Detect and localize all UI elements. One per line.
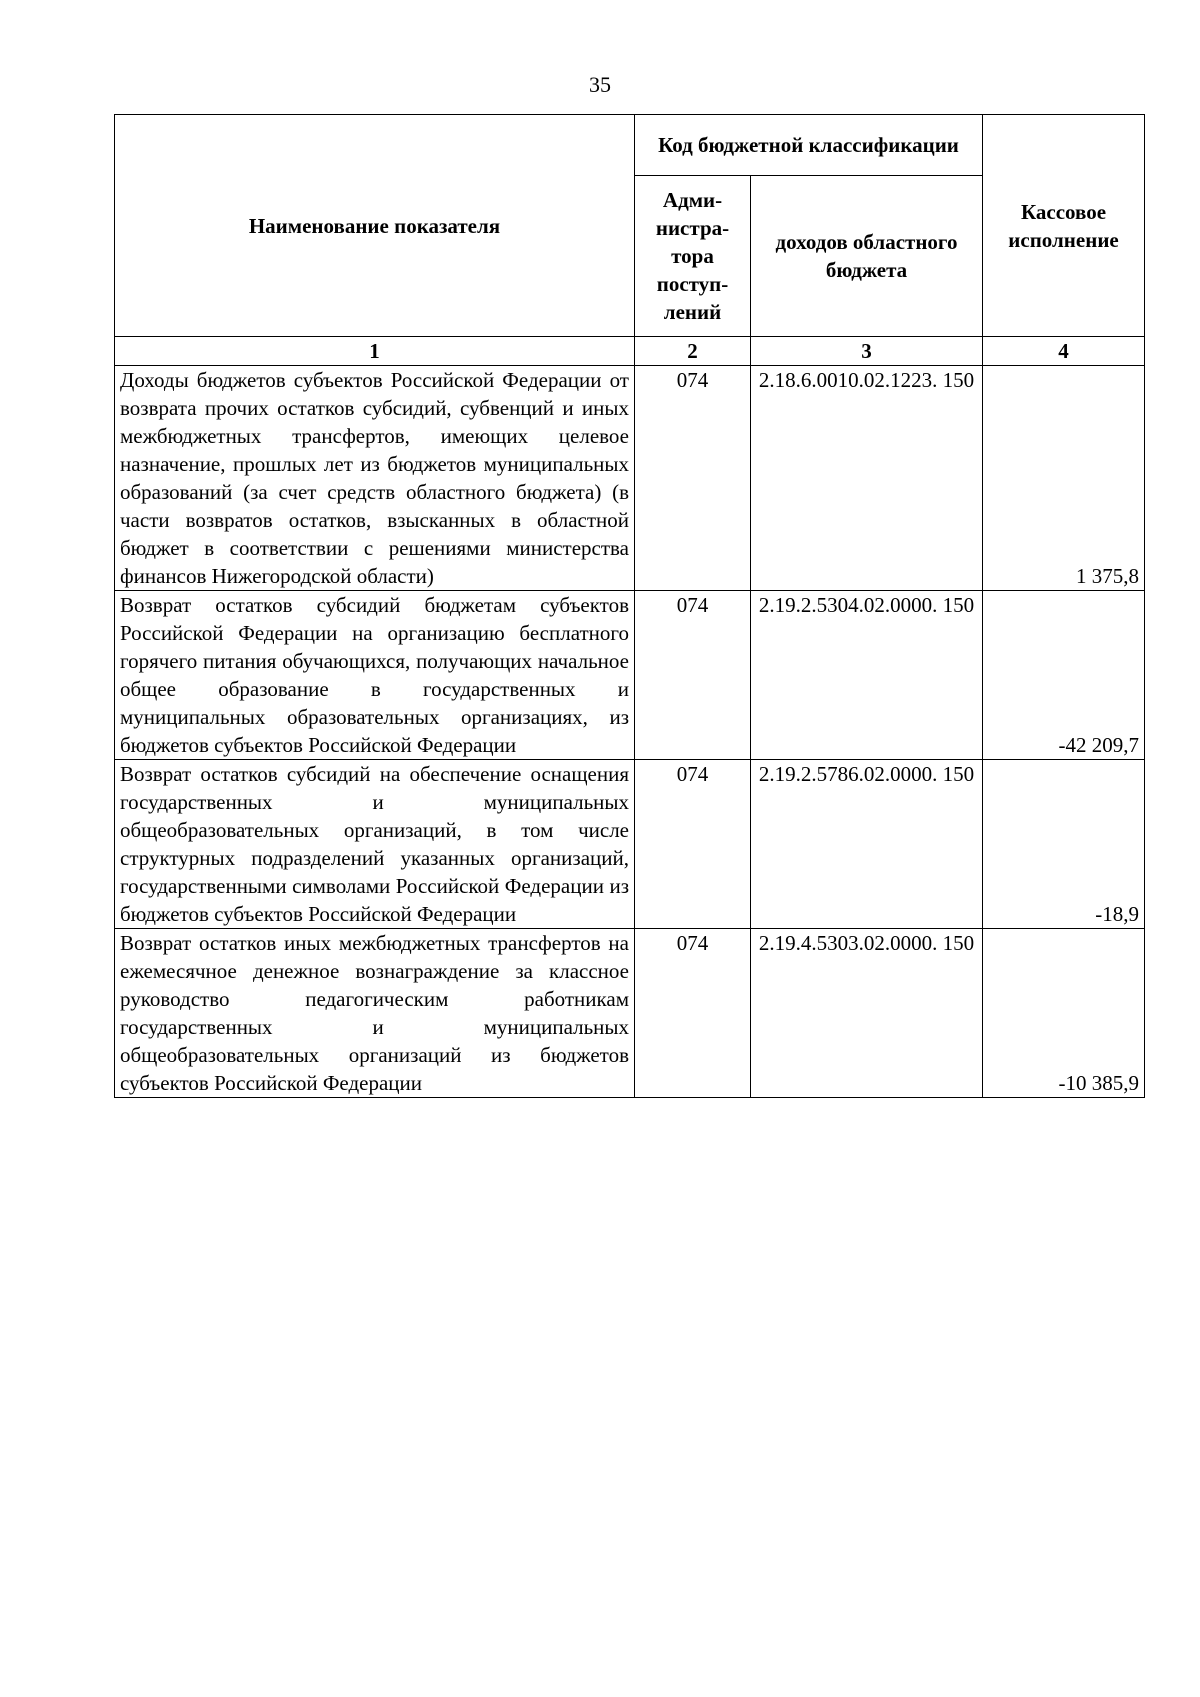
page-number: 35 [589, 72, 611, 97]
administrator-code: 074 [635, 366, 751, 591]
administrator-code: 074 [635, 760, 751, 929]
cash-amount: -42 209,7 [983, 591, 1145, 760]
table-row [115, 929, 1145, 1098]
administrator-code: 074 [635, 929, 751, 1098]
column-number: 1 [115, 337, 635, 366]
indicator-name: Возврат остатков субсидий на обеспечение оснащения государственных и муниципальных общеобразовательных организаций, в том числе структурных подразделений указанных организаций, государственными символами Российской Федерации из бюджетов субъектов Российской Федерации [115, 760, 635, 929]
table-row [115, 591, 1145, 760]
indicator-name: Доходы бюджетов субъектов Российской Федерации от возврата прочих остатков субсидий, субвенций и иных межбюджетных трансфертов, имеющих целевое назначение, прошлых лет из бюджетов муниципальных образований (за счет средств областного бюджета) (в части возвратов остатков, взысканных в областной бюджет в соответствии с решениями министерства финансов Нижегородской области) [115, 366, 635, 591]
cash-amount: -10 385,9 [983, 929, 1145, 1098]
table-row [115, 760, 1145, 929]
column-number: 4 [983, 337, 1145, 366]
income-code: 2.19.4.5303.02.0000. 150 [751, 929, 983, 1098]
header-code-group: Код бюджетной классификации [635, 115, 983, 176]
header-administrator: Адми-нистра-тора поступ-лений [635, 176, 751, 337]
table-row [115, 366, 1145, 591]
cash-amount: 1 375,8 [983, 366, 1145, 591]
column-number: 3 [751, 337, 983, 366]
income-code: 2.19.2.5786.02.0000. 150 [751, 760, 983, 929]
header-row-top [115, 115, 1145, 176]
cash-amount: -18,9 [983, 760, 1145, 929]
header-cash-execution: Кассовое исполнение [983, 115, 1145, 337]
income-code: 2.19.2.5304.02.0000. 150 [751, 591, 983, 760]
budget-table [114, 114, 1145, 1098]
income-code: 2.18.6.0010.02.1223. 150 [751, 366, 983, 591]
indicator-name: Возврат остатков иных межбюджетных трансфертов на ежемесячное денежное вознаграждение за классное руководство педагогическим работникам государственных и муниципальных общеобразовательных организаций из бюджетов субъектов Российской Федерации [115, 929, 635, 1098]
header-name: Наименование показателя [115, 115, 635, 337]
header-income: доходов областного бюджета [751, 176, 983, 337]
indicator-name: Возврат остатков субсидий бюджетам субъектов Российской Федерации на организацию бесплатного горячего питания обучающихся, получающих начальное общее образование в государственных и муниципальных образовательных организациях, из бюджетов субъектов Российской Федерации [115, 591, 635, 760]
administrator-code: 074 [635, 591, 751, 760]
column-number: 2 [635, 337, 751, 366]
column-number-row [115, 337, 1145, 366]
